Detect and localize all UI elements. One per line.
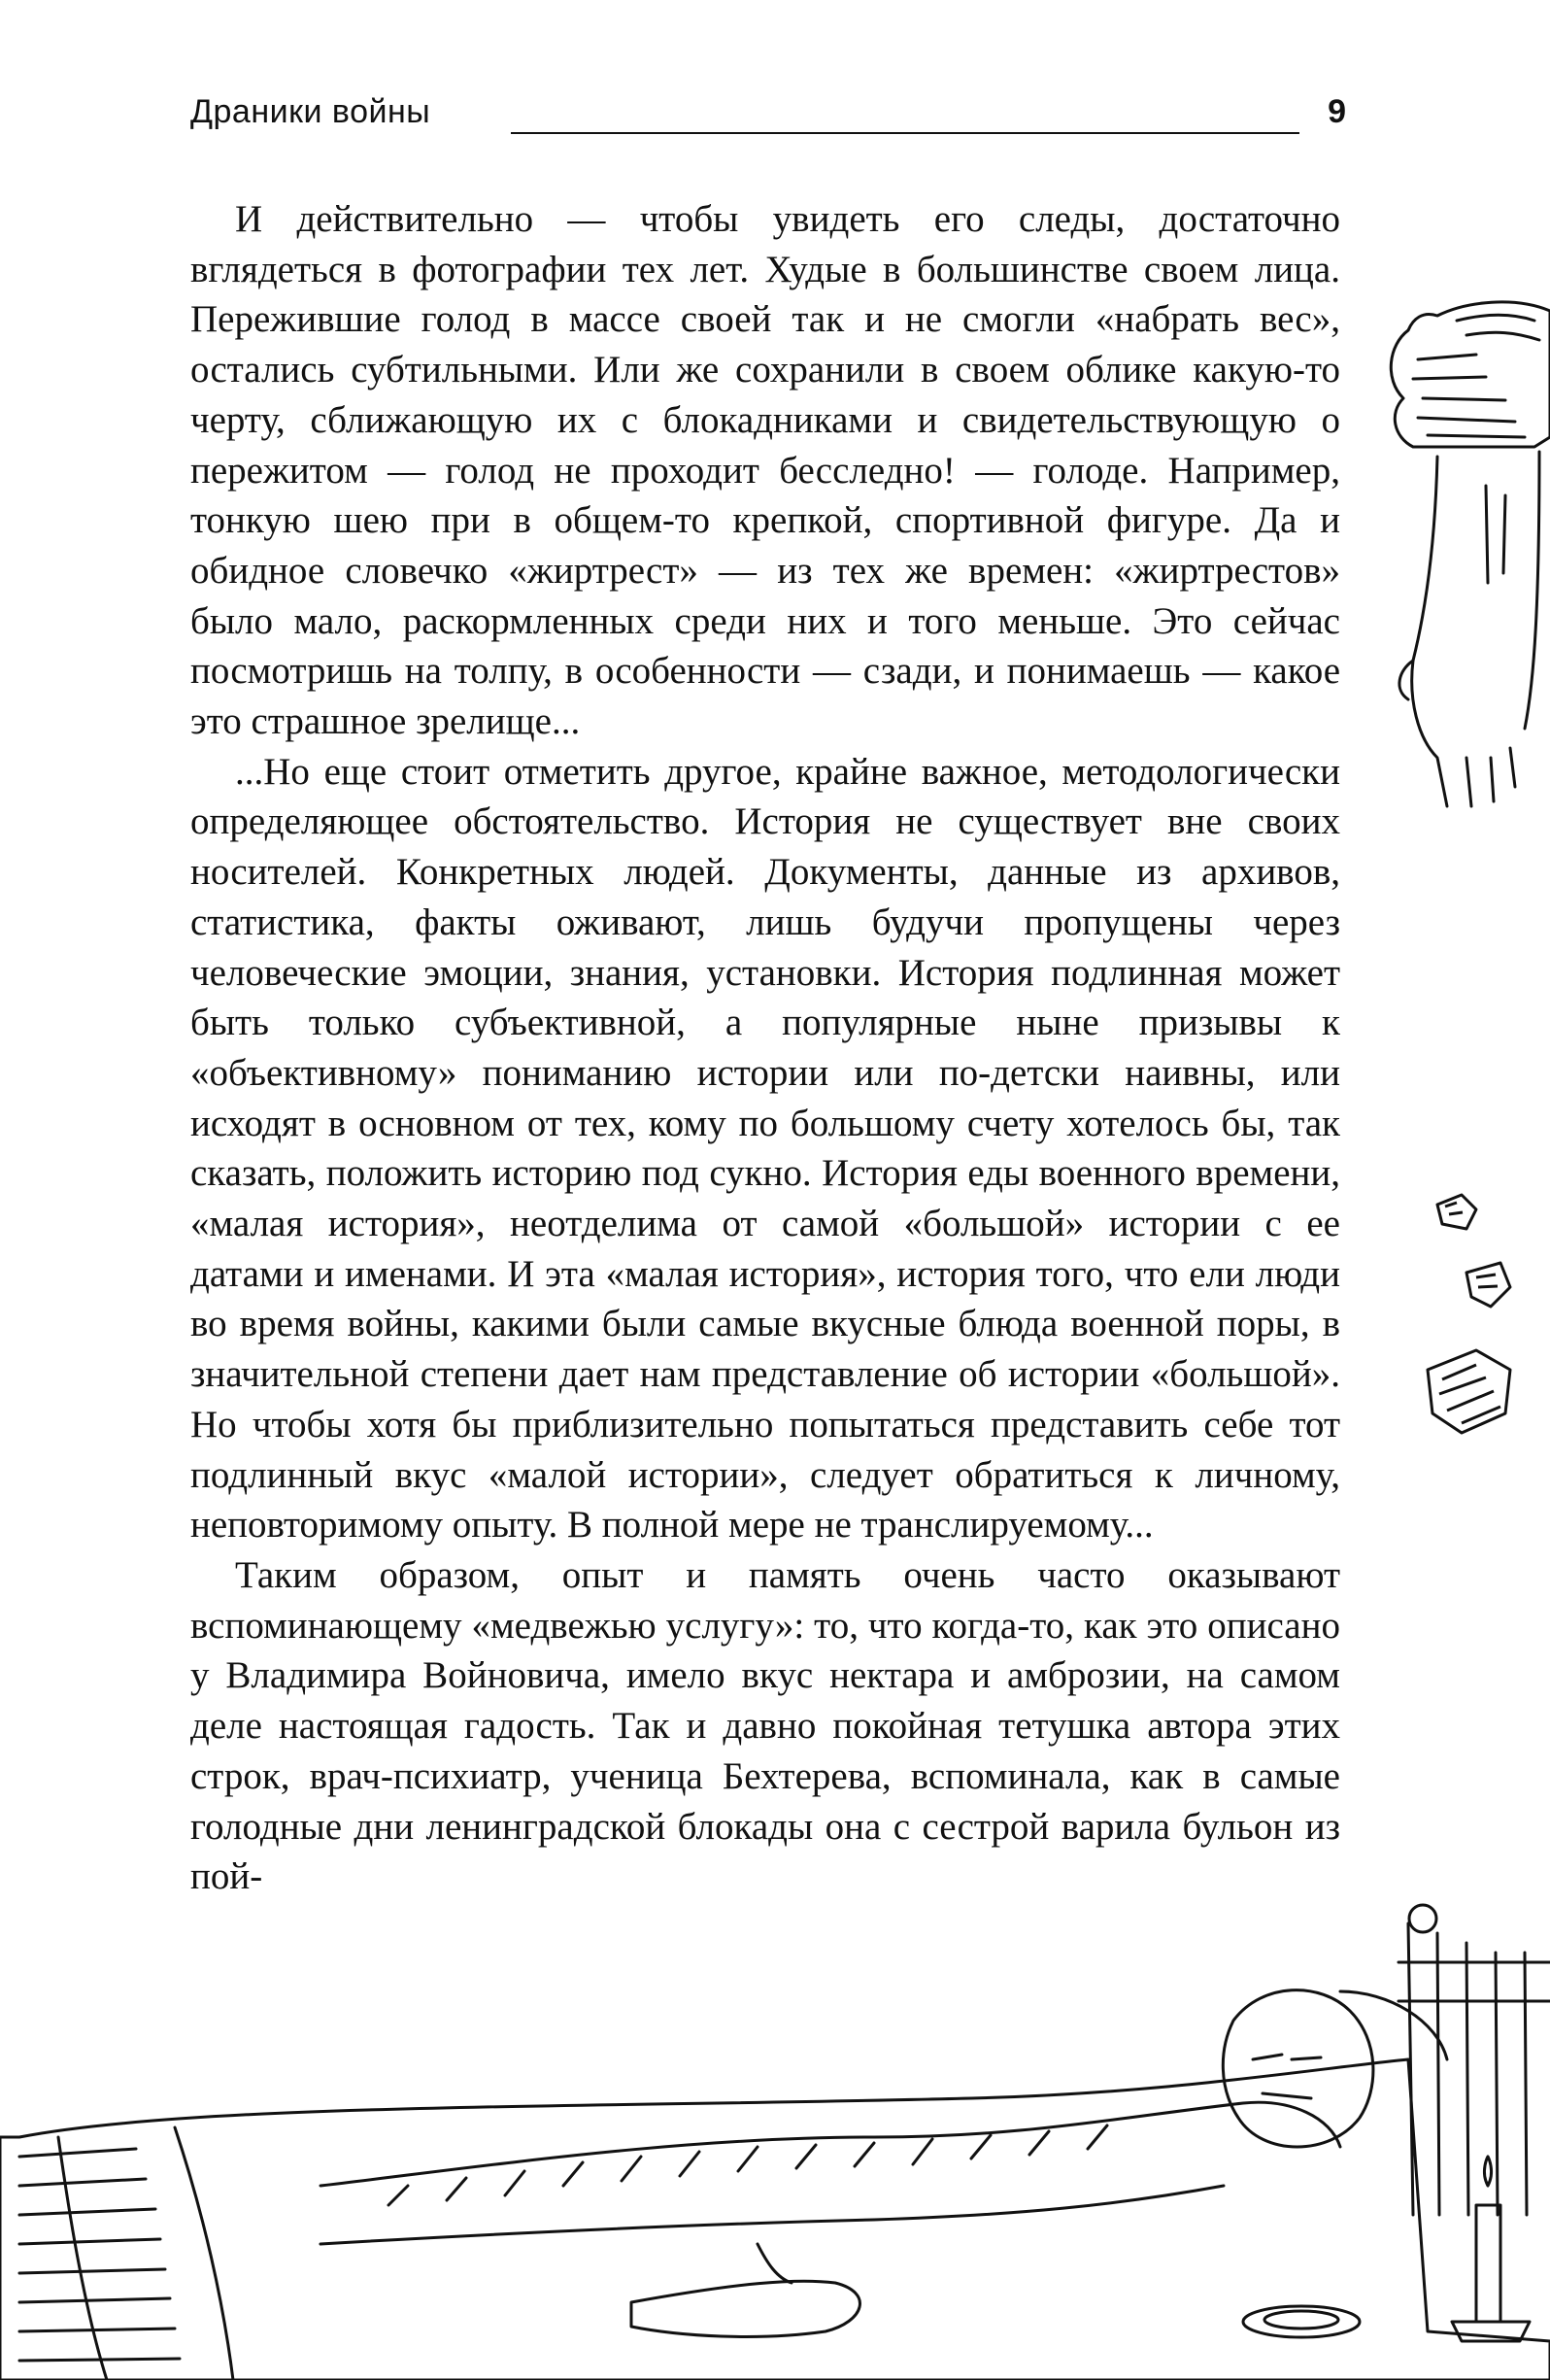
body-text	[190, 194, 1340, 1902]
bread-pieces-illustration	[1418, 1185, 1550, 1457]
page-number: 9	[1328, 93, 1346, 130]
hand-illustration	[1369, 291, 1550, 816]
paragraph-1: И действительно — чтобы увидеть его следы, достаточно вглядеться в фотографии тех лет. Худые в большинстве своем лица. Пережившие голод в массе своей так и не смогли «набрать вес», остались субтильными. Или же сохранили в своем облике какую-то черту, сближающую их с блокадниками и свидетельствующую о пережитом — голод не проходит бесследно! — голоде. Например, тонкую шею при в общем-то крепкой, спортивной фигуре. Да и обидное словечко «жиртрест» — из тех же времен: «жиртрестов» было мало, раскормленных среди них и того меньше. Это сейчас посмотришь на толпу, в особенности — сзади, и понимаешь — какое это страшное зрелище...	[190, 198, 1340, 743]
paragraph-2: ...Но еще стоит отметить другое, крайне важное, методологически определяющее обстоятельство. История не существует вне своих носителей. Конкретных людей. Документы, данные из архивов, статистика, факты оживают, лишь будучи пропущены через человеческие эмоции, знания, установки. История подлинная может быть только субъективной, а популярные ныне призывы к «объективному» пониманию истории или по-детски наивны, или исходят в основном от тех, кому по большому счету хотелось бы, так сказать, положить историю под сукно. История еды военного времени, «малая история», неотделима от самой «большой» истории с ее датами и именами. И эта «малая история», история того, что ели люди во время войны, какими были самые вкусные блюда военной поры, в значительной степени дает нам представление об истории «большой». Но чтобы хотя бы приблизительно попытаться представить себе тот подлинный вкус «малой истории», следует обратиться к личному, неповторимому опыту. В полной мере не транслируемому...	[190, 750, 1340, 1547]
running-header	[190, 93, 1346, 152]
header-rule	[511, 132, 1299, 134]
running-title: Драники войны	[190, 93, 431, 130]
sleeping-person-illustration	[0, 1894, 1550, 2380]
paragraph-3: Таким образом, опыт и память очень часто оказывают вспоминающему «медвежью услугу»: то, что когда-то, как это описано у Владимира Войновича, имело вкус нектара и амброзии, на самом деле настоящая гадость. Так и давно покойная тетушка автора этих строк, врач-психиатр, ученица Бехтерева, вспоминала, как в самые голодные дни ленинградской блокады она с сестрой варила бульон из пой-	[190, 1553, 1340, 1898]
